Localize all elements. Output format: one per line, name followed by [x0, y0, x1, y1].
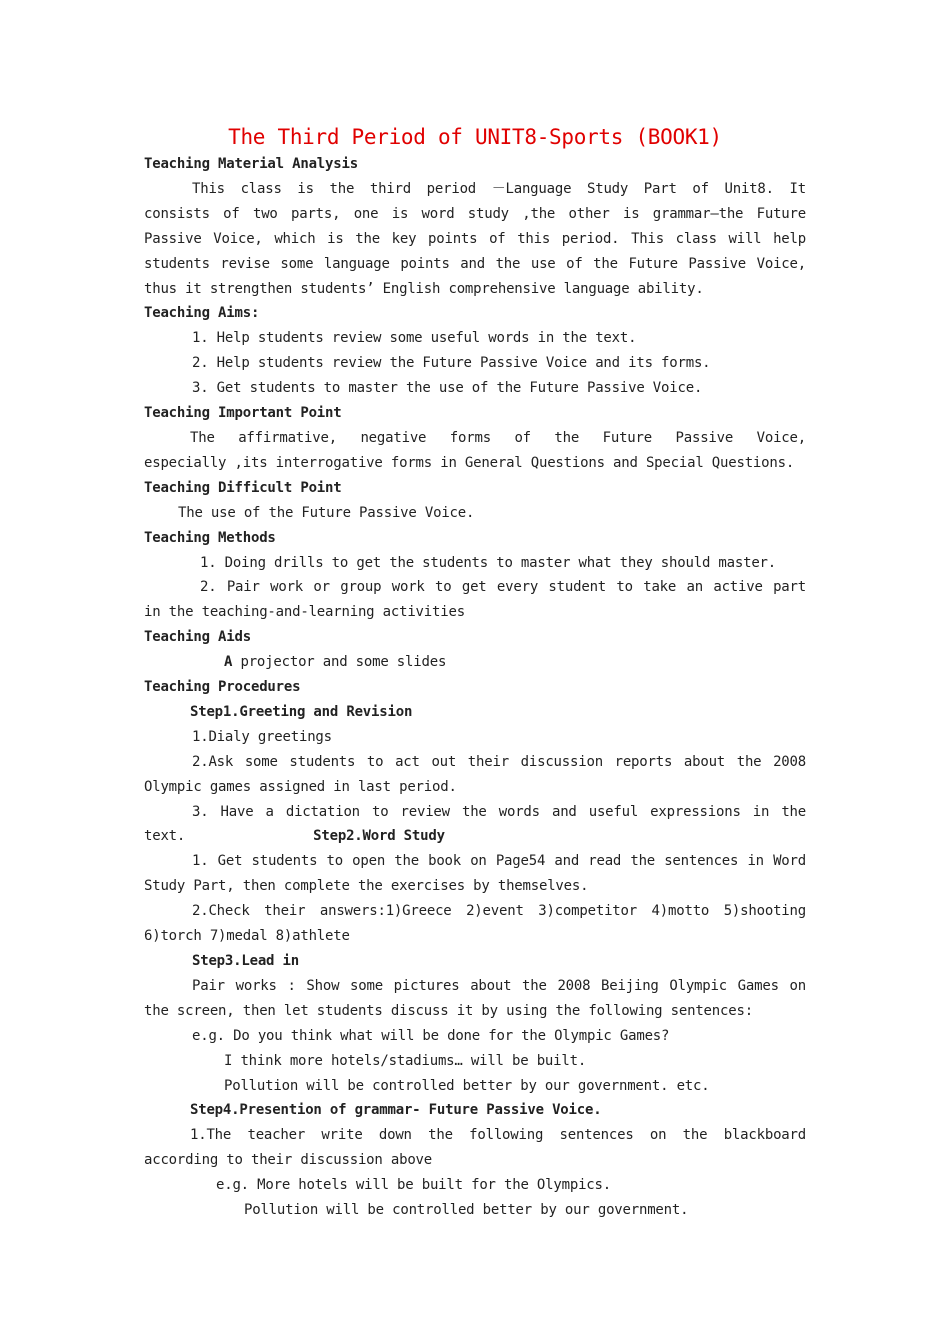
- paragraph-line: The affirmative, negative forms of the Future Passive Voice,: [190, 429, 806, 446]
- aids-text: projector and some slides: [232, 654, 447, 671]
- step1-text-end: text.: [144, 828, 186, 845]
- paragraph-line: thus it strengthen students’ English comprehensive language ability.: [144, 280, 704, 297]
- paragraph-line: The use of the Future Passive Voice.: [178, 504, 475, 521]
- list-item: 2. Help students review the Future Passive Voice and its forms.: [192, 355, 711, 372]
- step-heading: Step2.Word Study: [313, 828, 445, 845]
- step-heading: Step1.Greeting and Revision: [190, 703, 413, 720]
- list-item: 1. Doing drills to get the students to master what they should master.: [200, 554, 777, 571]
- example-line: Pollution will be controlled better by our government. etc.: [224, 1077, 710, 1094]
- paragraph-line: especially ,its interrogative forms in General Questions and Special Questions.: [144, 454, 795, 471]
- document-title: The Third Period of UNIT8-Sports (BOOK1): [228, 125, 722, 149]
- section-heading-aims: Teaching Aims:: [144, 305, 260, 322]
- paragraph-line: consists of two parts, one is word study ,the other is grammar—the Future: [144, 205, 806, 222]
- list-item: 1. Help students review some useful words in the text.: [192, 330, 637, 347]
- section-heading-methods: Teaching Methods: [144, 529, 276, 546]
- paragraph-line: 1. Get students to open the book on Page54 and read the sentences in Word: [192, 853, 806, 870]
- example-line: e.g. More hotels will be built for the Olympics.: [216, 1177, 611, 1194]
- document-page: [144, 122, 806, 1223]
- paragraph-line: 2.Check their answers:1)Greece 2)event 3)competitor 4)motto 5)shooting: [192, 903, 806, 920]
- section-heading-analysis: Teaching Material Analysis: [144, 156, 358, 172]
- example-line: I think more hotels/stadiums… will be built.: [224, 1052, 587, 1069]
- section-heading-aids: Teaching Aids: [144, 629, 251, 646]
- paragraph-line: students revise some language points and the use of the Future Passive Voice,: [144, 255, 806, 272]
- aids-bold-letter: A: [224, 654, 233, 671]
- paragraph-line: in the teaching-and-learning activities: [144, 604, 465, 621]
- section-heading-important: Teaching Important Point: [144, 405, 342, 422]
- paragraph-line: This class is the third period －Language Study Part of Unit8. It: [192, 180, 806, 197]
- paragraph-line: 3. Have a dictation to review the words and useful expressions in the: [192, 803, 806, 820]
- paragraph-line: Study Part, then complete the exercises by themselves.: [144, 878, 589, 895]
- paragraph-line: [144, 824, 806, 849]
- example-line: Pollution will be controlled better by our government.: [244, 1202, 689, 1219]
- section-heading-difficult: Teaching Difficult Point: [144, 479, 342, 496]
- paragraph-line: Pair works : Show some pictures about the 2008 Beijing Olympic Games on: [192, 977, 806, 994]
- section-heading-procedures: Teaching Procedures: [144, 679, 301, 696]
- paragraph-line: 1.Dialy greetings: [192, 728, 332, 745]
- paragraph-line: the screen, then let students discuss it by using the following sentences:: [144, 1002, 753, 1019]
- paragraph-line: [144, 650, 806, 675]
- step-heading: Step4.Presention of grammar- Future Passive Voice.: [190, 1102, 602, 1119]
- paragraph-line: 2.Ask some students to act out their discussion reports about the 2008: [192, 753, 806, 770]
- paragraph-line: 6)torch 7)medal 8)athlete: [144, 928, 350, 945]
- step-heading: Step3.Lead in: [192, 953, 299, 969]
- paragraph-line: 1.The teacher write down the following sentences on the blackboard: [190, 1127, 806, 1144]
- paragraph-line: according to their discussion above: [144, 1152, 433, 1169]
- list-item: 2. Pair work or group work to get every student to take an active part: [200, 579, 806, 596]
- list-item: 3. Get students to master the use of the Future Passive Voice.: [192, 380, 703, 397]
- paragraph-line: Passive Voice, which is the key points of this period. This class will help: [144, 230, 806, 247]
- example-line: e.g. Do you think what will be done for the Olympic Games?: [192, 1027, 670, 1044]
- paragraph-line: Olympic games assigned in last period.: [144, 778, 457, 795]
